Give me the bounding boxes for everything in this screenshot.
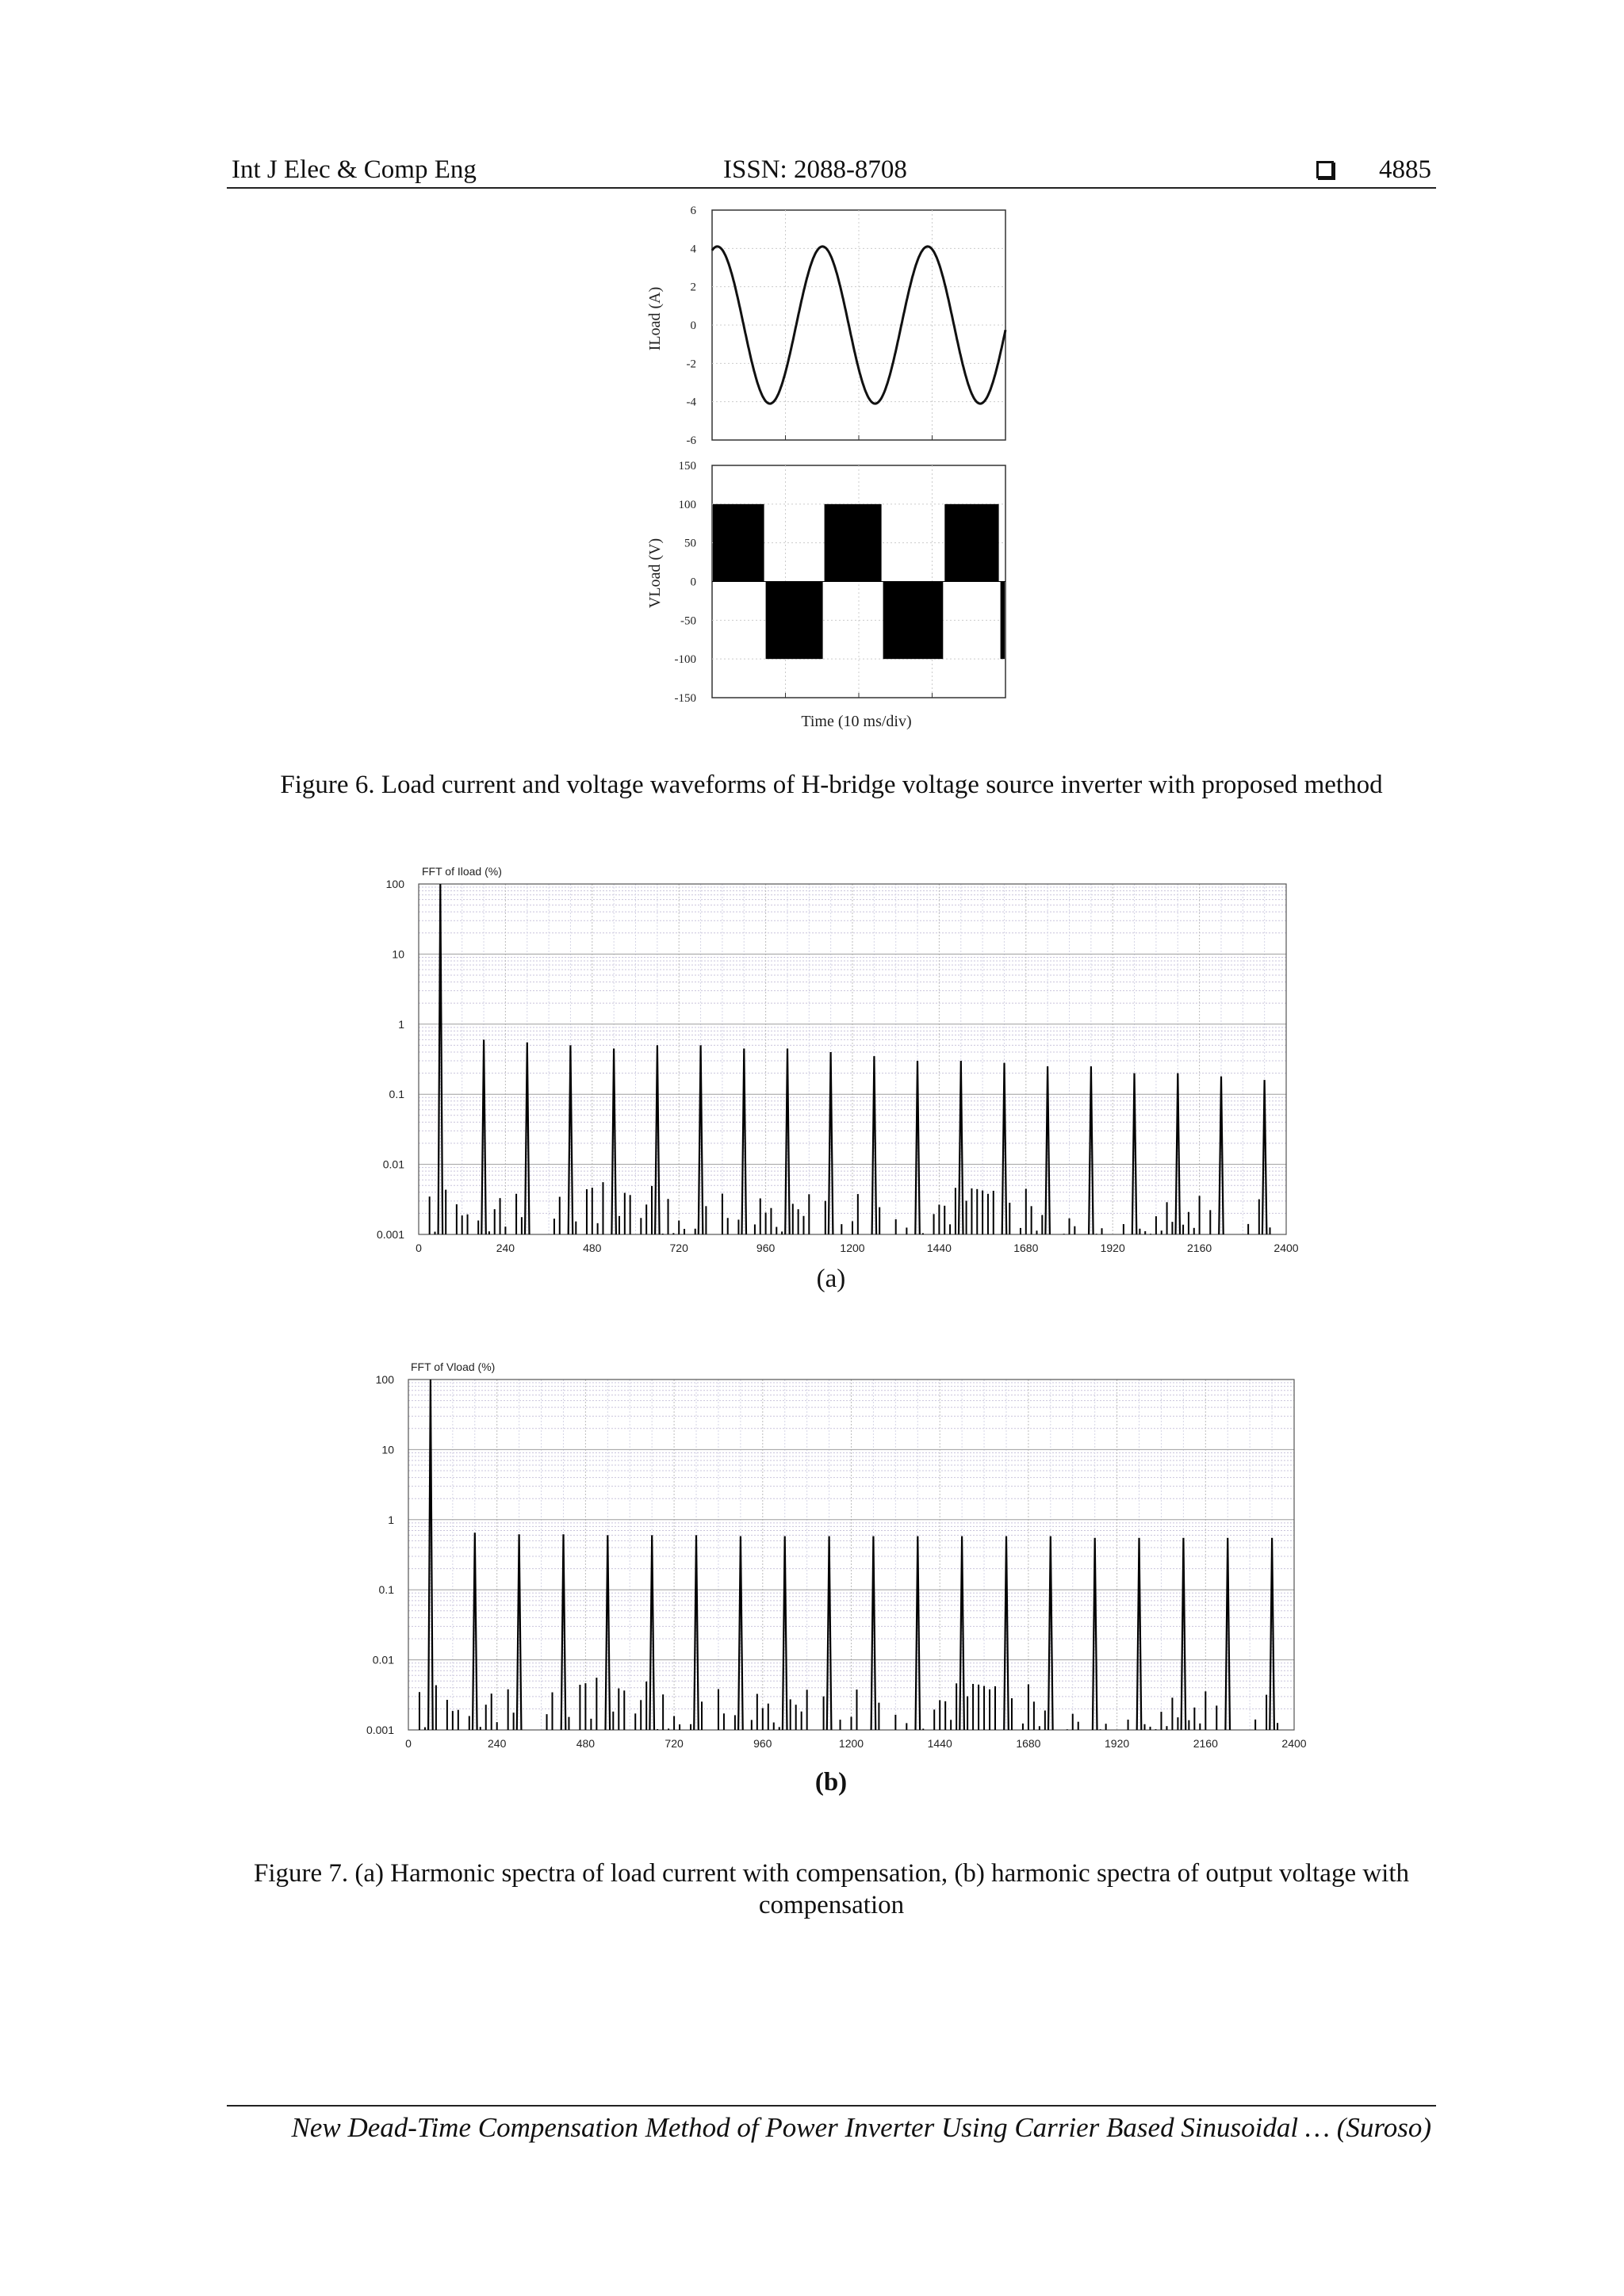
running-footer: New Dead-Time Compensation Method of Power Inverter Using Carrier Based Sinusoidal … (Suroso)	[291, 2112, 1431, 2143]
x-tick-label: 720	[669, 1242, 688, 1254]
x-tick-label: 1200	[840, 1242, 865, 1254]
running-header-issn: ISSN: 2088-8708	[723, 155, 907, 184]
y-tick-label: 150	[678, 460, 696, 473]
y-tick-label: 0.1	[378, 1583, 394, 1597]
y-tick-label: 0.01	[382, 1158, 404, 1171]
harmonic-bar	[569, 1045, 573, 1234]
figure-7b-fft-voltage	[365, 1352, 1307, 1764]
y-tick-label: 50	[684, 537, 696, 550]
positive-pulse-block	[713, 504, 764, 582]
positive-pulse-block	[944, 504, 998, 582]
load-voltage-plot	[675, 460, 1006, 705]
y-tick-label: -6	[686, 434, 696, 447]
figure-6-caption: Figure 6. Load current and voltage waveforms of H-bridge voltage source inverter with proposed method	[280, 771, 1383, 799]
y-tick-label: 10	[392, 947, 404, 961]
y-tick-label: 0	[690, 320, 696, 332]
load-current-plot	[687, 205, 1006, 447]
y-tick-label: 100	[678, 498, 696, 511]
y-tick-label: -2	[686, 358, 696, 371]
x-tick-label: 480	[576, 1737, 596, 1750]
x-tick-label: 960	[756, 1242, 776, 1254]
x-tick-label: 1920	[1105, 1737, 1130, 1750]
running-header-page	[1316, 154, 1431, 186]
negative-pulse-block	[883, 582, 944, 660]
y-tick-label: -4	[686, 396, 696, 409]
x-tick-label: 240	[488, 1737, 507, 1750]
harmonic-bar	[829, 1052, 833, 1234]
y-tick-label: 1	[398, 1017, 404, 1031]
current-axis-label: ILoad (A)	[646, 286, 664, 351]
x-tick-label: 1440	[927, 1737, 952, 1750]
x-tick-label: 480	[583, 1242, 602, 1254]
y-tick-label: -50	[680, 614, 696, 628]
harmonic-bar	[655, 1045, 660, 1234]
header-rule	[227, 187, 1436, 189]
y-tick-label: 0.1	[389, 1088, 404, 1101]
x-tick-label: 2160	[1187, 1242, 1212, 1254]
x-tick-label: 240	[496, 1242, 515, 1254]
x-tick-label: 1440	[926, 1242, 952, 1254]
y-tick-label: 0.001	[376, 1228, 404, 1241]
panel-b-label: (b)	[814, 1768, 848, 1797]
chart-title: FFT of Iload (%)	[422, 865, 502, 878]
panel-a-label: (a)	[816, 1265, 846, 1293]
y-tick-label: 0.01	[372, 1653, 394, 1667]
harmonic-bar	[699, 1045, 703, 1234]
x-tick-label: 1920	[1100, 1242, 1125, 1254]
x-tick-label: 1680	[1013, 1242, 1039, 1254]
x-tick-label: 1680	[1016, 1737, 1041, 1750]
x-tick-label: 1200	[838, 1737, 864, 1750]
y-tick-label: 100	[385, 878, 404, 890]
y-tick-label: 10	[381, 1443, 394, 1456]
x-tick-label: 2160	[1193, 1737, 1218, 1750]
y-tick-label: 4	[690, 243, 696, 256]
y-tick-label: 0	[690, 576, 696, 589]
figure-6-waveforms	[634, 198, 1015, 737]
y-tick-label: 1	[388, 1513, 394, 1526]
footer-rule	[227, 2105, 1436, 2107]
x-tick-label: 0	[416, 1242, 422, 1254]
y-tick-label: -150	[674, 692, 696, 705]
y-tick-label: 2	[690, 281, 696, 294]
negative-pulse-block	[766, 582, 823, 660]
figure-7-caption: Figure 7. (a) Harmonic spectra of load current with compensation, (b) harmonic spectra of output voltage with compensation	[253, 1859, 1410, 1919]
x-tick-label: 0	[405, 1737, 412, 1750]
running-header-journal: Int J Elec & Comp Eng	[232, 155, 477, 184]
x-tick-label: 960	[753, 1737, 772, 1750]
y-tick-label: 6	[690, 205, 696, 217]
chart-title: FFT of Vload (%)	[411, 1360, 496, 1373]
y-tick-label: -100	[674, 653, 696, 667]
positive-pulse-block	[825, 504, 882, 582]
voltage-axis-label: VLoad (V)	[646, 538, 664, 609]
x-tick-label: 2400	[1281, 1737, 1307, 1750]
x-tick-label: 720	[665, 1737, 684, 1750]
square-bullet-icon	[1316, 161, 1334, 178]
time-axis-label: Time (10 ms/div)	[801, 713, 912, 730]
y-tick-label: 0.001	[366, 1724, 394, 1736]
figure-7a-fft-current	[365, 856, 1300, 1269]
negative-pulse-block	[1001, 582, 1005, 660]
y-tick-label: 100	[375, 1373, 394, 1386]
x-tick-label: 2400	[1274, 1242, 1299, 1254]
page-number: 4885	[1379, 155, 1431, 184]
